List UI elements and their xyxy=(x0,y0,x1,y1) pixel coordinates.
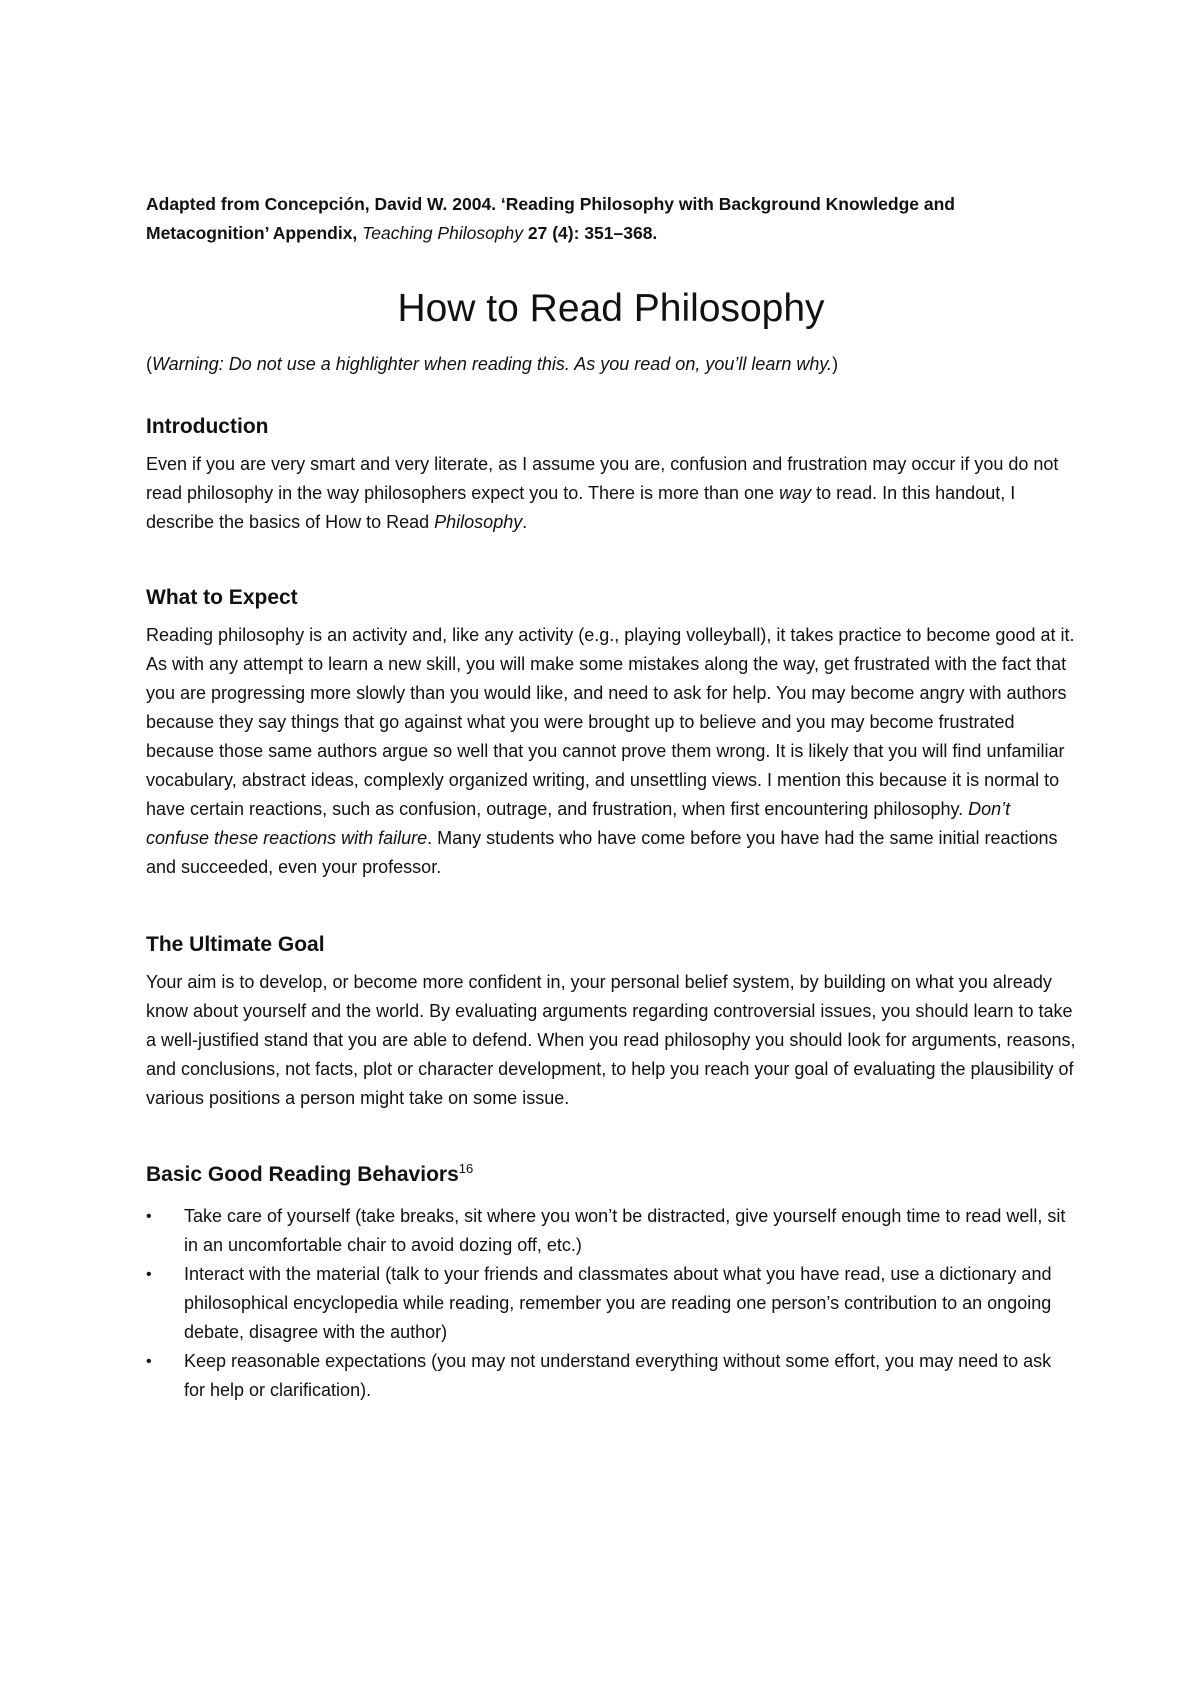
list-item xyxy=(146,1202,1076,1260)
citation xyxy=(146,190,1076,248)
list-item-text: Keep reasonable expectations (you may not understand everything without some effort, you may need to ask for help or clarification). xyxy=(184,1351,1052,1400)
bullet-icon: • xyxy=(146,1208,152,1225)
section-heading-basic-good-reading xyxy=(146,1160,1076,1190)
ultimate-goal-paragraph: Your aim is to develop, or become more confident in, your personal belief system, by building on what you already know about yourself and the world. By evaluating arguments regarding controversial issues, you should learn to take a well-justified stand that you are able to defend. When you read philosophy you should look for arguments, reasons, and conclusions, not facts, plot or character development, to help you reach your goal of evaluating the plausibility of various positions a person might take on some issue. xyxy=(146,972,1076,1108)
bullet-icon: • xyxy=(146,1266,152,1283)
section-introduction xyxy=(146,412,1076,537)
list-item-text: Take care of yourself (take breaks, sit where you won’t be distracted, give yourself enough time to read well, sit in an uncomfortable chair to avoid dozing off, etc.) xyxy=(184,1206,1066,1255)
document-page xyxy=(146,190,1076,1405)
footnote-marker: 16 xyxy=(458,1161,474,1176)
warning-open-paren: ( xyxy=(146,354,152,374)
introduction-text-end: . xyxy=(522,512,528,532)
what-to-expect-text: Reading philosophy is an activity and, like any activity (e.g., playing volleyball), it takes practice to become good at it. As with any attempt to learn a new skill, you will make some mistakes along the way, get frustrated with the fact that you are progressing more slowly than you would like, and need to ask for help. You may become angry with authors because they say things that go against what you were brought up to believe and you may become frustrated because those same authors argue so well that you cannot prove them wrong. It is likely that you will find unfamiliar vocabulary, abstract ideas, complexly organized writing, and unsettling views. I mention this because it is normal to have certain reactions, such as confusion, outrage, and frustration, when first encountering philosophy. xyxy=(146,625,1075,819)
section-ultimate-goal xyxy=(146,930,1076,1113)
page-title: How to Read Philosophy xyxy=(397,287,825,330)
warning-close-paren: ) xyxy=(832,354,839,374)
warning-text: Warning: Do not use a highlighter when reading this. As you read on, you’ll learn why. xyxy=(152,354,833,374)
introduction-text-mid: to read. In this handout, I describe the basics of How to Read xyxy=(146,483,1016,532)
list-item-text: Interact with the material (talk to your friends and classmates about what you have read, use a dictionary and philosophical encyclopedia while reading, remember you are reading one person’s contribution to an ongoing debate, disagree with the author) xyxy=(184,1264,1052,1342)
what-to-expect-emphasis: Don’t confuse these reactions with failure xyxy=(146,799,1011,848)
introduction-paragraph xyxy=(146,450,1076,537)
section-heading-what-to-expect: What to Expect xyxy=(146,586,298,609)
section-basic-good-reading xyxy=(146,1160,1076,1405)
introduction-emphasis-philosophy: Philosophy xyxy=(434,512,523,532)
reading-behaviors-list xyxy=(146,1202,1076,1405)
introduction-text: Even if you are very smart and very literate, as I assume you are, confusion and frustration may occur if you do not read philosophy in the way philosophers expect you to. There is more than one xyxy=(146,454,1059,503)
what-to-expect-paragraph xyxy=(146,621,1076,882)
introduction-emphasis-way: way xyxy=(779,483,812,503)
warning-note xyxy=(146,350,1076,378)
list-item xyxy=(146,1260,1076,1347)
citation-volume: 27 (4): 351–368. xyxy=(523,223,658,243)
what-to-expect-text-end: . Many students who have come before you have had the same initial reactions and succeeded, even your professor. xyxy=(146,828,1058,877)
citation-text: Adapted from Concepción, David W. 2004. ‘Reading Philosophy with Background Knowledge and Metacognition’ Appendix, xyxy=(146,194,955,243)
section-what-to-expect xyxy=(146,583,1076,882)
citation-journal: Teaching Philosophy xyxy=(362,223,524,243)
bullet-icon: • xyxy=(146,1353,152,1370)
list-item xyxy=(146,1347,1076,1405)
basic-good-reading-heading-text: Basic Good Reading Behaviors xyxy=(146,1163,459,1186)
section-heading-introduction: Introduction xyxy=(146,415,269,438)
section-heading-ultimate-goal: The Ultimate Goal xyxy=(146,933,325,956)
